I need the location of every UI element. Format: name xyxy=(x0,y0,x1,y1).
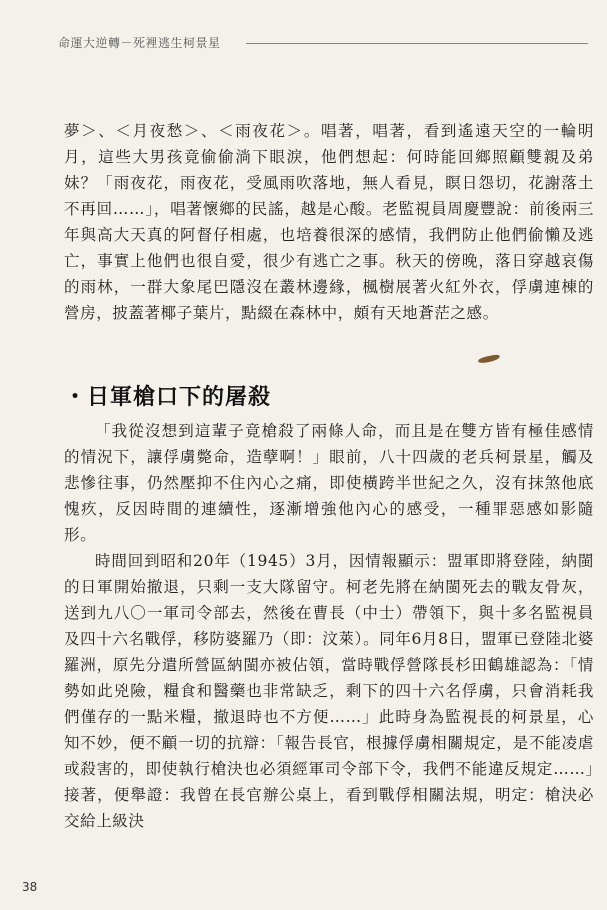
running-title: 命運大逆轉－死裡逃生柯景星 xyxy=(58,36,221,50)
body-paragraph-1: 夢＞、＜月夜愁＞、＜雨夜花＞。唱著，唱著，看到遙遠天空的一輪明月，這些大男孩竟偷偷淌下眼淚，他們想起：何時能回鄉照顧雙親及弟妹？「雨夜花，雨夜花，受風雨吹落地，無人看見，瞑日怨切，花謝落土不再回……」，唱著懷鄉的民謠，越是心酸。老監視員周慶豐說：前後兩三年與高大天真的阿督仔相處，也培養很深的感情，我們防止他們偷懶及逃亡，事實上他們也很自愛，很少有逃亡之事。秋天的傍晚，落日穿越哀傷的雨林，一群大象尾巴隱沒在叢林邊緣，楓樹展著火紅外衣，俘虜連棟的營房，披蓋著椰子葉片，點綴在森林中，頗有天地蒼茫之感。 xyxy=(64,122,594,322)
section-heading: ・日軍槍口下的屠殺 xyxy=(64,385,272,410)
body-paragraph-2: 「我從沒想到這輩子竟槍殺了兩條人命，而且是在雙方皆有極佳感情的情況下，讓俘虜斃命，造孽啊！」眼前，八十四歲的老兵柯景星，觸及悲慘往事，仍然壓抑不住內心之痛，即使橫跨半世紀之久，沒有抹煞他底愧疚，反因時間的連續性，逐漸增強他內心的感受，一種罪惡感如影隨形。 xyxy=(64,422,594,544)
running-header xyxy=(58,34,588,52)
ink-stain xyxy=(478,354,501,364)
body-paragraph-3: 時間回到昭和20年（1945）3月，因情報顯示：盟軍即將登陸，納閩的日軍開始撤退，只剩一支大隊留守。柯老先將在納閩死去的戰友骨灰，送到九八〇一軍司令部去，然後在曹長（中士）帶領下，與十多名監視員及四十六名戰俘，移防婆羅乃（即：汶萊）。同年6月8日，盟軍已登陸北婆羅洲，原先分遣所營區納閩亦被佔領，當時戰俘營隊長杉田鶴雄認為：「情勢如此兇險，糧食和醫藥也非常缺乏，剩下的四十六名俘虜，只會消耗我們僅存的一點米糧，撤退時也不方便……」此時身為監視長的柯景星，心知不妙，便不顧一切的抗辯：「報告長官，根據俘虜相關規定，是不能凌虐或殺害的，即使執行槍決也必須經軍司令部下令，我們不能違反規定……」接著，便舉證：我曾在長官辦公桌上，看到戰俘相關法規，明定：槍決必交給上級決 xyxy=(64,552,594,830)
header-rule xyxy=(246,43,588,44)
page-number: 38 xyxy=(22,880,38,894)
